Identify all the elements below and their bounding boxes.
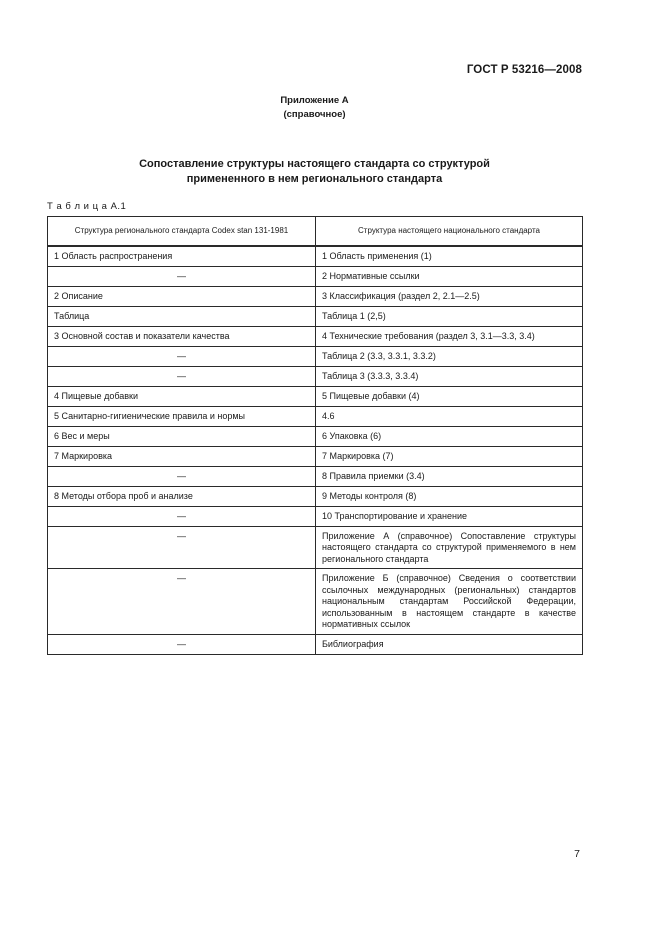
table-row <box>48 406 583 426</box>
table-row <box>48 569 583 635</box>
cell-national-structure: 4.6 <box>316 406 583 426</box>
table-row <box>48 246 583 266</box>
table-row <box>48 635 583 655</box>
cell-national-structure: Таблица 2 (3.3, 3.3.1, 3.3.2) <box>316 346 583 366</box>
heading-line-2: примененного в нем регионального стандарта <box>186 173 443 185</box>
cell-national-structure: Таблица 3 (3.3.3, 3.3.4) <box>316 366 583 386</box>
cell-national-structure: 2 Нормативные ссылки <box>316 266 583 286</box>
cell-national-structure: Приложение Б (справочное) Сведения о соответствии ссылочных международных (региональных) стандартов национальным стандартам Российской Федерации, использованным в настоящем стандарте в качестве нормативных ссылок <box>316 569 583 635</box>
table-row <box>48 526 583 569</box>
table-caption: Т а б л и ц а А.1 <box>47 201 127 212</box>
table-row <box>48 426 583 446</box>
cell-regional-structure: 4 Пищевые добавки <box>48 386 316 406</box>
table-row <box>48 486 583 506</box>
comparison-table <box>47 216 583 655</box>
cell-national-structure: 9 Методы контроля (8) <box>316 486 583 506</box>
cell-national-structure: 4 Технические требования (раздел 3, 3.1—3.3, 3.4) <box>316 326 583 346</box>
cell-regional-structure: — <box>48 366 316 386</box>
table-row <box>48 466 583 486</box>
heading-line-1: Сопоставление структуры настоящего стандарта со структурой <box>139 158 490 170</box>
table-row <box>48 326 583 346</box>
table-row <box>48 446 583 466</box>
table-row <box>48 346 583 366</box>
cell-national-structure: Библиография <box>316 635 583 655</box>
cell-regional-structure: — <box>48 506 316 526</box>
cell-national-structure: Приложение А (справочное) Сопоставление структуры настоящего стандарта со структурой применяемого в нем регионального стандарта <box>316 526 583 569</box>
cell-national-structure: Таблица 1 (2,5) <box>316 306 583 326</box>
cell-regional-structure: 3 Основной состав и показатели качества <box>48 326 316 346</box>
table-body <box>48 246 583 655</box>
table-row <box>48 386 583 406</box>
cell-regional-structure: 2 Описание <box>48 286 316 306</box>
cell-national-structure: 6 Упаковка (6) <box>316 426 583 446</box>
cell-regional-structure: Таблица <box>48 306 316 326</box>
cell-national-structure: 10 Транспортирование и хранение <box>316 506 583 526</box>
cell-regional-structure: — <box>48 266 316 286</box>
cell-regional-structure: — <box>48 635 316 655</box>
page-number: 7 <box>574 848 580 860</box>
cell-regional-structure: — <box>48 526 316 569</box>
cell-regional-structure: 7 Маркировка <box>48 446 316 466</box>
table-row <box>48 506 583 526</box>
cell-national-structure: 8 Правила приемки (3.4) <box>316 466 583 486</box>
table-header-row <box>48 217 583 247</box>
appendix-label <box>0 94 629 122</box>
cell-regional-structure: — <box>48 346 316 366</box>
cell-national-structure: 7 Маркировка (7) <box>316 446 583 466</box>
cell-regional-structure: — <box>48 466 316 486</box>
table-row <box>48 286 583 306</box>
cell-national-structure: 1 Область применения (1) <box>316 246 583 266</box>
column-header-regional: Структура регионального стандарта Codex stan 131-1981 <box>48 217 316 247</box>
comparison-table-wrapper <box>47 216 582 655</box>
table-row <box>48 306 583 326</box>
cell-regional-structure: 8 Методы отбора проб и анализе <box>48 486 316 506</box>
appendix-title: Приложение А <box>280 95 349 106</box>
section-heading <box>0 157 629 187</box>
table-row <box>48 266 583 286</box>
table-row <box>48 366 583 386</box>
appendix-subtitle: (справочное) <box>283 109 346 120</box>
cell-regional-structure: 5 Санитарно-гигиенические правила и нормы <box>48 406 316 426</box>
cell-regional-structure: — <box>48 569 316 635</box>
cell-regional-structure: 6 Вес и меры <box>48 426 316 446</box>
cell-national-structure: 5 Пищевые добавки (4) <box>316 386 583 406</box>
cell-regional-structure: 1 Область распространения <box>48 246 316 266</box>
cell-national-structure: 3 Классификация (раздел 2, 2.1—2.5) <box>316 286 583 306</box>
column-header-national: Структура настоящего национального стандарта <box>316 217 583 247</box>
document-code: ГОСТ Р 53216—2008 <box>466 64 582 76</box>
